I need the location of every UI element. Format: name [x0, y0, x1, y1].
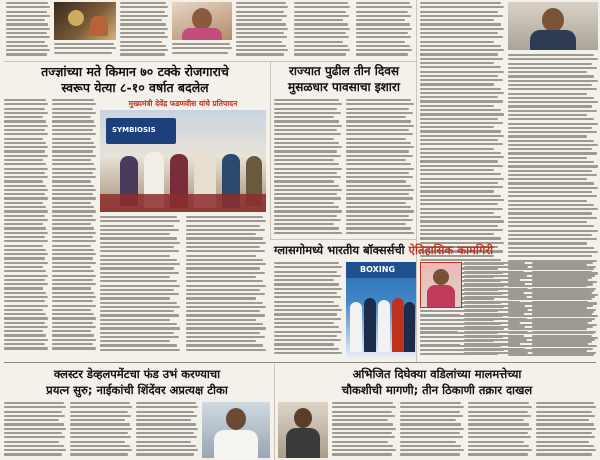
boxing-photo-inset	[420, 262, 462, 308]
abhijit-photo-portrait	[278, 402, 328, 458]
abhijit-body-col3	[468, 402, 532, 458]
right-column-rule	[416, 0, 417, 362]
top-col-3	[120, 2, 168, 58]
lower-divider	[274, 364, 275, 460]
cluster-headline-line2: प्रयत्न सुरु; नाईकांची शिंदेंवर अप्रत्यक्ष टीका	[46, 383, 228, 397]
boxing-body-col4	[532, 262, 596, 358]
lower-section-rule	[4, 362, 596, 363]
abhijit-headline-line2: चौकशीची मागणी; तीन ठिकाणी तक्रार दाखल	[341, 383, 533, 397]
ai-headline-line2: स्वरूप येत्या ८-१० वर्षात बदलेल	[61, 80, 209, 95]
abhijit-body-col4	[536, 402, 596, 458]
abhijit-body-col2	[400, 402, 464, 458]
top-photo-ritual	[54, 2, 116, 40]
top-col-4	[172, 43, 232, 58]
rain-body-col2	[346, 99, 414, 237]
top-col-6	[294, 2, 350, 58]
top-left-column	[6, 2, 50, 58]
top-photo-portrait	[172, 2, 232, 40]
top-strip-rule	[4, 61, 416, 62]
boxing-banner-label: BOXING	[360, 265, 396, 274]
rain-body-col1	[274, 99, 342, 237]
cluster-photo-portrait	[202, 402, 270, 458]
top-col-5	[236, 2, 288, 58]
boxing-body-col1	[274, 262, 342, 358]
boxing-body-col2	[420, 310, 460, 358]
cluster-body-col1	[4, 402, 66, 458]
ai-rain-divider	[270, 62, 271, 239]
cluster-body-col2	[70, 402, 132, 458]
rain-headline-line2: मुसळधार पावसाचा इशारा	[288, 80, 400, 94]
ai-body-col1	[4, 99, 48, 353]
rain-bottom-rule	[270, 239, 416, 240]
top-col-7	[356, 2, 412, 58]
boxing-headline-main: ग्लासगोमध्ये भारतीय बॉक्सर्सची	[274, 243, 409, 257]
ai-subheadline: मुख्यमंत्री देवेंद्र फडणवीस यांचे प्रतिपादन	[128, 99, 238, 108]
boxing-body-col3	[464, 262, 528, 358]
boxing-headline	[274, 244, 594, 256]
ai-body-col2	[52, 99, 96, 353]
ai-body-col3	[100, 216, 180, 353]
ai-photo-event	[100, 110, 266, 212]
right-photo-portrait	[508, 2, 598, 50]
ai-body-col4	[186, 216, 266, 353]
abhijit-body-col1	[332, 402, 396, 458]
ai-screen-label: SYMBIOSIS	[112, 126, 156, 134]
boxing-photo-team	[346, 262, 416, 358]
top-left-column-2	[54, 43, 116, 58]
cluster-body-col3	[136, 402, 198, 458]
rain-headline-line1: राज्यात पुढील तीन दिवस	[288, 64, 399, 78]
boxing-headline-accent: ऐतिहासिक कामगिरी	[408, 243, 494, 257]
ai-headline-line1: तज्ज्ञांच्या मते किमान ७० टक्के रोजगाराचे	[41, 64, 229, 79]
cluster-headline-line1: क्लस्टर डेव्हलपमेंटचा फंड उभं करण्याचा	[53, 367, 221, 381]
abhijit-headline-line1: अभिजित दिघेक्या वडिलांच्या मालमत्तेच्या	[352, 367, 522, 381]
